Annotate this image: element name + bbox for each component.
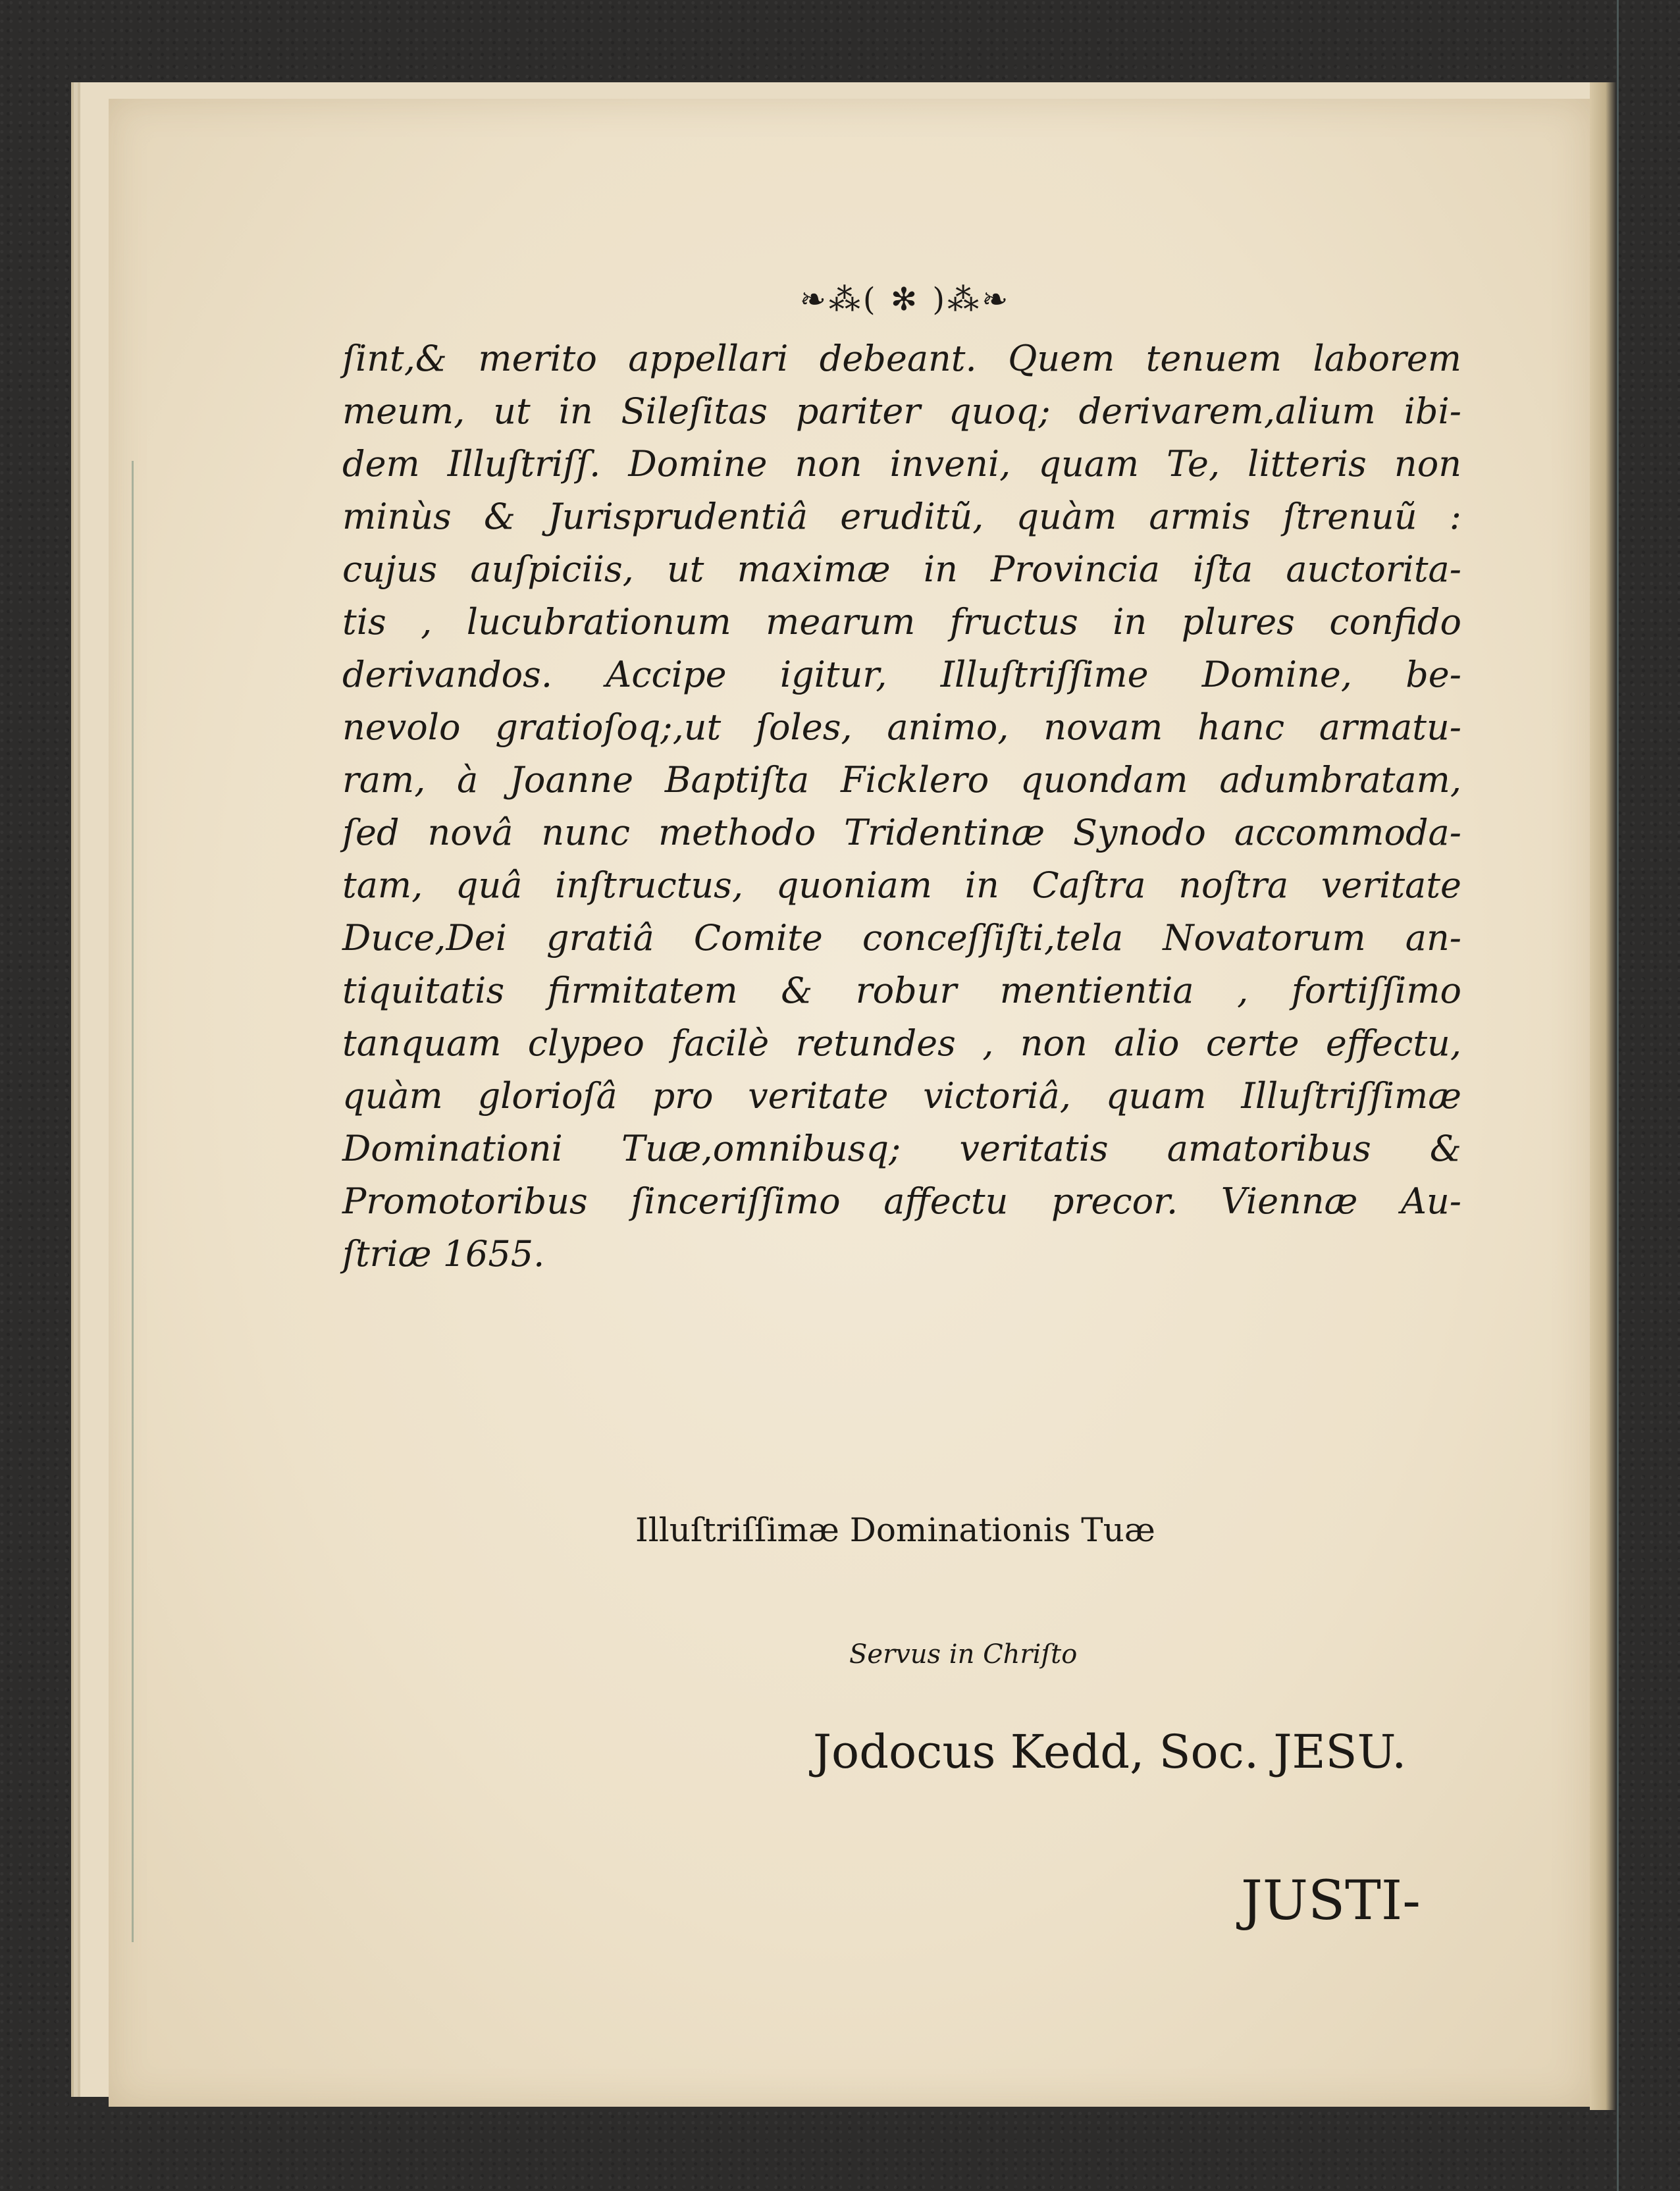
text-line: ſtriæ 1655.	[342, 1233, 545, 1275]
closing-salutation: Illuſtriſſimæ Dominationis Tuæ	[635, 1511, 1155, 1549]
text-line: minùs & Jurisprudentiâ eruditũ, quàm armis ſtrenuũ :	[342, 496, 1461, 537]
text-line: cujus auſpiciis, ut maximæ in Provincia iſta auctorita-	[342, 548, 1461, 590]
text-line: ſed novâ nunc methodo Tridentinæ Synodo accommoda-	[342, 812, 1461, 853]
text-line: quàm glorioſâ pro veritate victoriâ, quam Illuſtriſſimæ	[342, 1075, 1461, 1117]
page-gutter-edge	[1590, 82, 1616, 2110]
text-line: tiquitatis firmitatem & robur mentientia , fortiſſimo	[342, 970, 1461, 1011]
text-line: derivandos. Accipe igitur, Illuſtriſſime Domine, be-	[342, 654, 1461, 695]
text-line: Promotoribus ſinceriſſimo affectu precor. Viennæ Au-	[342, 1180, 1461, 1222]
header-ornament: ❧⁂( ✻ )⁂❧	[799, 281, 1011, 318]
text-line: tanquam clypeo facilè retundes , non alio certe effectu,	[342, 1022, 1461, 1064]
text-line: Duce,Dei gratiâ Comite conceſſiſti,tela Novatorum an-	[342, 917, 1461, 959]
text-line: dem Illuſtriſſ. Domine non inveni, quam Te, litteris non	[342, 443, 1461, 485]
text-line: tis , lucubrationum mearum fructus in plures confido	[342, 601, 1461, 643]
text-line: ram, à Joanne Baptiſta Ficklero quondam adumbratam,	[342, 759, 1461, 801]
catchword: JUSTI-	[1241, 1870, 1421, 1932]
text-line: tam, quâ inſtructus, quoniam in Caſtra noſtra veritate	[342, 864, 1461, 906]
text-line: Dominationi Tuæ,omnibusq; veritatis amatoribus &	[342, 1128, 1461, 1169]
dedication-text	[342, 332, 1461, 1280]
author-signature: Jodocus Kedd, Soc. JESU.	[813, 1725, 1407, 1779]
text-line: nevolo gratioſoq;,ut ſoles, animo, novam hanc armatu-	[342, 706, 1461, 748]
text-line: meum, ut in Sileſitas pariter quoq; derivarem,alium ibi-	[342, 390, 1461, 432]
servus-line: Servus in Chriſto	[849, 1639, 1078, 1670]
text-line: ſint,& merito appellari debeant. Quem tenuem laborem	[342, 338, 1461, 379]
glass-plate-edge	[1617, 0, 1619, 2191]
page-margin-line	[132, 461, 134, 1942]
